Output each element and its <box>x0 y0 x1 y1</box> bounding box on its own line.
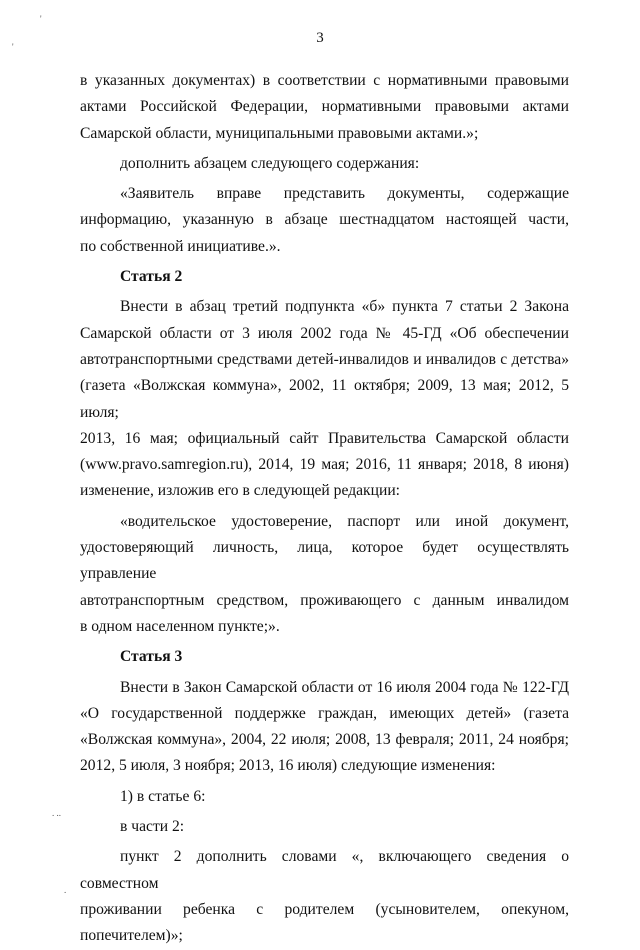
text-line: Самарской области, муниципальными правовыми актами.»; <box>80 124 479 142</box>
text-line: в одном населенном пункте;». <box>80 617 280 635</box>
paragraph <box>80 68 569 147</box>
paragraph <box>80 784 569 810</box>
text-line: информацию, указанную в абзаце шестнадцатом настоящей части, <box>80 211 569 229</box>
scan-speck: . <box>64 885 67 895</box>
text-line: Самарской области от 3 июля 2002 года № 45-ГД «Об обеспечении <box>80 324 569 342</box>
text-line: пункт 2 дополнить словами «, включающего сведения о совместном <box>80 848 569 892</box>
paragraph <box>80 814 569 840</box>
text-line: «Волжская коммуна», 2004, 22 июля; 2008, 13 февраля; 2011, 24 ноября; <box>80 731 569 749</box>
text-line: в части 2: <box>120 818 185 836</box>
paragraph <box>80 151 569 177</box>
text-line: актами Российской Федерации, нормативными правовыми актами <box>80 98 569 116</box>
text-line: Внести в Закон Самарской области от 16 июля 2004 года № 122-ГД <box>120 678 569 696</box>
scan-speck: . .. <box>52 808 61 818</box>
article-heading: Статья 3 <box>120 648 183 666</box>
text-line: изменение, изложив его в следующей редакции: <box>80 482 400 500</box>
text-line: 2012, 5 июля, 3 ноября; 2013, 16 июля) следующие изменения: <box>80 757 496 775</box>
text-line: «О государственной поддержке граждан, имеющих детей» (газета <box>80 704 569 722</box>
paragraph <box>80 294 569 504</box>
text-line: в указанных документах) в соответствии с нормативными правовыми <box>80 72 569 89</box>
paragraph <box>80 181 569 260</box>
text-line: Внести в абзац третий подпункта «б» пункта 7 статьи 2 Закона <box>120 298 569 316</box>
scan-speck: ' <box>40 14 42 24</box>
text-line: 2013, 16 мая; официальный сайт Правительства Самарской области <box>80 429 569 447</box>
page-number: 3 <box>316 30 324 46</box>
paragraph <box>80 509 569 640</box>
text-line: проживании ребенка с родителем (усыновителем, опекуном, <box>80 900 569 918</box>
text-line: автотранспортными средствами детей-инвалидов и инвалидов с детства» <box>80 350 569 368</box>
text-line: (www.pravo.samregion.ru), 2014, 19 мая; 2016, 11 января; 2018, 8 июня) <box>80 456 569 474</box>
text-line: «Заявитель вправе представить документы, содержащие <box>120 185 569 203</box>
paragraph <box>80 844 569 949</box>
document-body <box>80 68 569 950</box>
text-line: автотранспортным средством, проживающего с данным инвалидом <box>80 591 569 609</box>
text-line: «водительское удостоверение, паспорт или иной документ, <box>120 512 569 530</box>
text-line: попечителем)»; <box>80 927 183 945</box>
paragraph <box>80 675 569 780</box>
text-line: 1) в статье 6: <box>120 787 206 805</box>
text-line: по собственной инициативе.». <box>80 237 281 255</box>
scan-speck: ' <box>12 42 14 52</box>
text-line: (газета «Волжская коммуна», 2002, 11 октября; 2009, 13 мая; 2012, 5 июля; <box>80 377 569 421</box>
text-line: удостоверяющий личность, лица, которое будет осуществлять управление <box>80 539 569 583</box>
article-heading: Статья 2 <box>120 268 183 286</box>
text-line: дополнить абзацем следующего содержания: <box>120 154 420 172</box>
